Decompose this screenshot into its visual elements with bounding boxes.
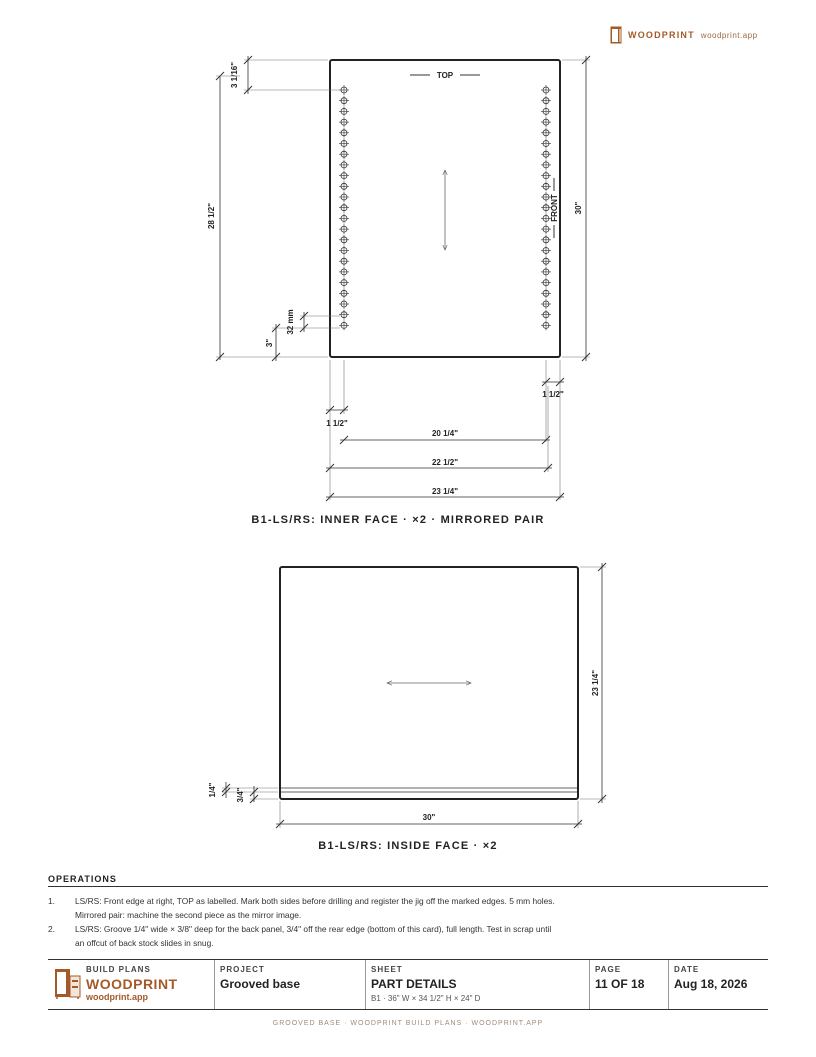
sheet-subtitle: B1 · 36" W × 34 1/2" H × 24" D: [371, 994, 481, 1003]
title-block-top-rule: [48, 959, 768, 960]
front-label: FRONT: [550, 194, 559, 222]
title-block-divider: [365, 960, 366, 1009]
svg-text:1 1/2": 1 1/2": [542, 390, 564, 399]
dim-hole-span: [207, 72, 328, 361]
dim-width-overall: [326, 487, 564, 501]
hole-column-left: [339, 85, 349, 330]
svg-text:3/4": 3/4": [236, 787, 245, 803]
title-block-url: woodprint.app: [86, 992, 148, 1002]
svg-text:23 1/4": 23 1/4": [591, 669, 600, 697]
page-footer: GROOVED BASE · WOODPRINT BUILD PLANS · WOODPRINT.APP: [272, 1020, 544, 1027]
project-label: PROJECT: [220, 965, 265, 974]
operation-number: 2.: [48, 924, 55, 934]
title-block-divider: [668, 960, 669, 1009]
svg-text:1 1/2": 1 1/2": [326, 419, 348, 428]
svg-text:23 1/4": 23 1/4": [431, 487, 459, 496]
svg-text:3": 3": [265, 338, 274, 348]
operation-number: 1.: [48, 896, 55, 906]
sheet-value: PART DETAILS: [371, 977, 457, 991]
cabinet-logo-icon: [54, 968, 82, 1000]
project-value: Grooved base: [220, 977, 301, 991]
page-label: PAGE: [595, 965, 622, 974]
dim-left-inset: [326, 360, 348, 500]
svg-text:20 1/4": 20 1/4": [431, 429, 459, 438]
title-block-divider: [589, 960, 590, 1009]
page-value: 11 OF 18: [595, 977, 645, 991]
operation-text: LS/RS: Groove 1/4" wide × 3/8" deep for the back panel, 3/4" off the rear edge (bottom of this card), full length. Test in scrap until an offcut of back stock slides in snug.: [75, 924, 552, 948]
dim-width-30: [276, 801, 582, 828]
title-block-brand: WOODPRINT: [86, 976, 178, 992]
svg-text:30": 30": [422, 813, 436, 822]
top-label: TOP: [436, 71, 454, 80]
caption-inside-face: B1-LS/RS: INSIDE FACE · ×2: [318, 840, 498, 852]
svg-text:22 1/2": 22 1/2": [431, 458, 459, 467]
dim-groove-offset: [236, 786, 278, 803]
operations-title: OPERATIONS: [48, 874, 117, 884]
date-label: DATE: [674, 965, 700, 974]
title-block-divider: [214, 960, 215, 1009]
dim-height-30: [562, 56, 590, 361]
dim-top-offset: [230, 56, 340, 94]
drawing-inside-face: [208, 563, 606, 828]
svg-text:30": 30": [574, 201, 583, 215]
brand-url: woodprint.app: [700, 30, 758, 40]
dim-height-23: [580, 563, 606, 803]
drawing-inner-face: [207, 56, 590, 501]
sheet-label: SHEET: [371, 965, 403, 974]
hole-column-right: [541, 85, 551, 330]
operations-rule: [48, 886, 768, 887]
svg-text:1/4": 1/4": [208, 782, 217, 798]
dim-right-inset: [542, 360, 564, 500]
title-block-bottom-rule: [48, 1009, 768, 1010]
build-plans-label: BUILD PLANS: [86, 965, 151, 974]
date-value: Aug 18, 2026: [674, 977, 748, 991]
brand-name: WOODPRINT: [628, 30, 695, 40]
dim-hole-center-span: [340, 429, 550, 444]
svg-text:28 1/2": 28 1/2": [207, 202, 216, 230]
operation-text: LS/RS: Front edge at right, TOP as labelled. Mark both sides before drilling and register the jig off the marked edges. 5 mm holes. Mirrored pair: machine the second piece as the mirror image.: [75, 896, 555, 920]
svg-text:3 1/16": 3 1/16": [230, 61, 239, 89]
caption-inner-face: B1-LS/RS: INNER FACE · ×2 · MIRRORED PAIR: [251, 514, 545, 526]
svg-text:32 mm: 32 mm: [286, 309, 295, 335]
